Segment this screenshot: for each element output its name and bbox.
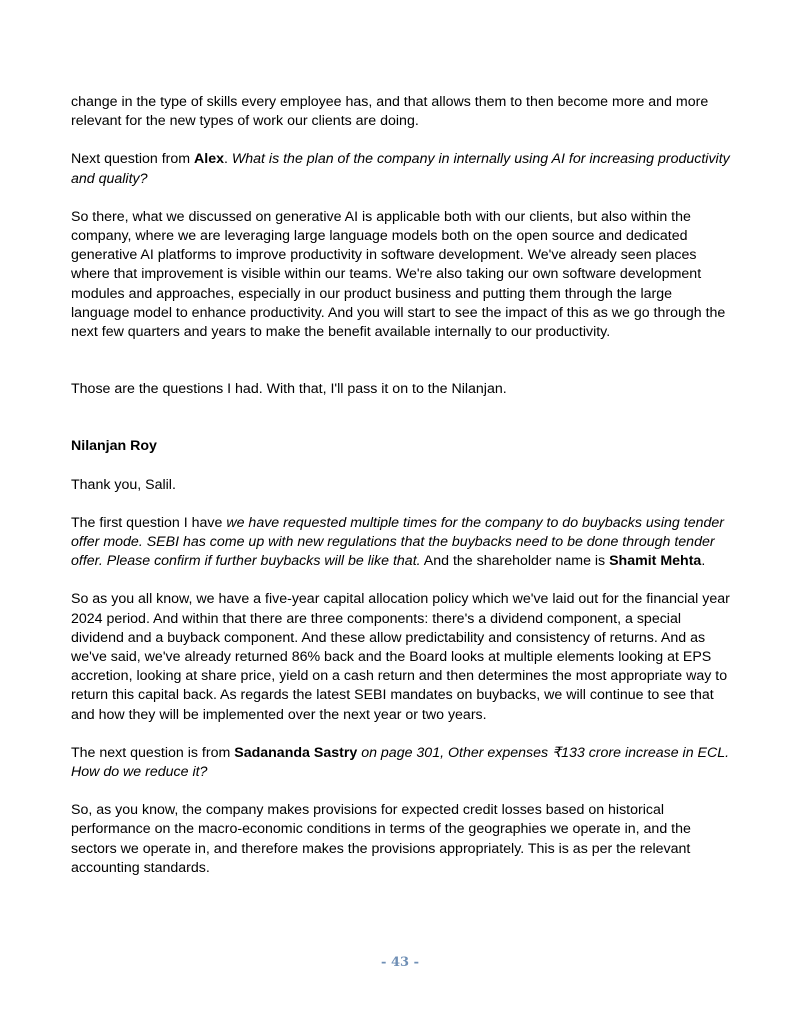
shareholder-name-shamit: Shamit Mehta: [609, 553, 702, 570]
question-intro: Next question from: [71, 151, 195, 168]
question-text: on page 301, Other expenses ₹133 crore increase in ECL. How do we reduce it?: [71, 744, 730, 781]
speaker-name-text: Nilanjan Roy: [71, 438, 157, 455]
question-intro: The next question is from: [71, 744, 235, 761]
paragraph-ecl-answer: So, as you know, the company makes provisions for expected credit losses based on historical performance on the macro-economic conditions in terms of the geographies we operate in, and the sectors we operate in, and therefore makes the provisions appropriately. This is as per the relevant accounting standards.: [71, 802, 691, 876]
paragraph-ecl-question: [71, 744, 731, 782]
question-text: we have requested multiple times for the company to do buybacks using tender offer mode. SEBI has come up with new regulations that the buybacks need to be done through tender offer. Please confirm if further buybacks will be like that.: [71, 514, 724, 570]
document-body: [71, 93, 731, 878]
paragraph-genai-answer: So there, what we discussed on generative AI is applicable both with our clients, but also within the company, where we are leveraging large language models both on the open source and dedicated generative AI platforms to improve productivity in software development. We've already seen places where that improvement is visible within our teams. We're also taking our own software development modules and approaches, especially in our product business and putting them through the large language model to enhance productivity. And you will start to see the impact of this as we go through the next few quarters and years to make the benefit available internally to our productivity.: [71, 208, 726, 341]
paragraph-capital-allocation: So as you all know, we have a five-year capital allocation policy which we've laid out for the financial year 2024 period. And within that there are three components: there's a dividend component, a special dividend and a buyback component. And these allow predictability and consistency of returns. And as we've said, we've already returned 86% back and the Board looks at multiple elements looking at EPS accretion, looking at share price, yield on a cash return and then determines the most appropriate way to return this capital back. As regards the latest SEBI mandates on buybacks, we will continue to see that and how they will be implemented over the next year or two years.: [71, 591, 730, 723]
paragraph-thanks: Thank you, Salil.: [71, 476, 176, 493]
question-intro: The first question I have: [71, 514, 227, 531]
question-text: What is the plan of the company in internally using AI for increasing productivity and quality?: [71, 151, 730, 187]
page-number: - 43 -: [381, 955, 419, 970]
shareholder-name-alex: Alex: [194, 151, 224, 168]
shareholder-intro: And the shareholder name is: [420, 553, 610, 570]
shareholder-name-sadananda: Sadananda Sastry: [234, 744, 358, 761]
paragraph-alex-question: [71, 150, 731, 188]
paragraph-handover: Those are the questions I had. With that, I'll pass it on to the Nilanjan.: [71, 381, 507, 398]
speaker-name: [71, 437, 731, 456]
punctuation: .: [701, 553, 706, 570]
paragraph-skills: change in the type of skills every employee has, and that allows them to then become more and more relevant for the new types of work our clients are doing.: [71, 94, 709, 130]
punctuation: .: [223, 151, 232, 168]
paragraph-buyback-question: [71, 514, 731, 572]
